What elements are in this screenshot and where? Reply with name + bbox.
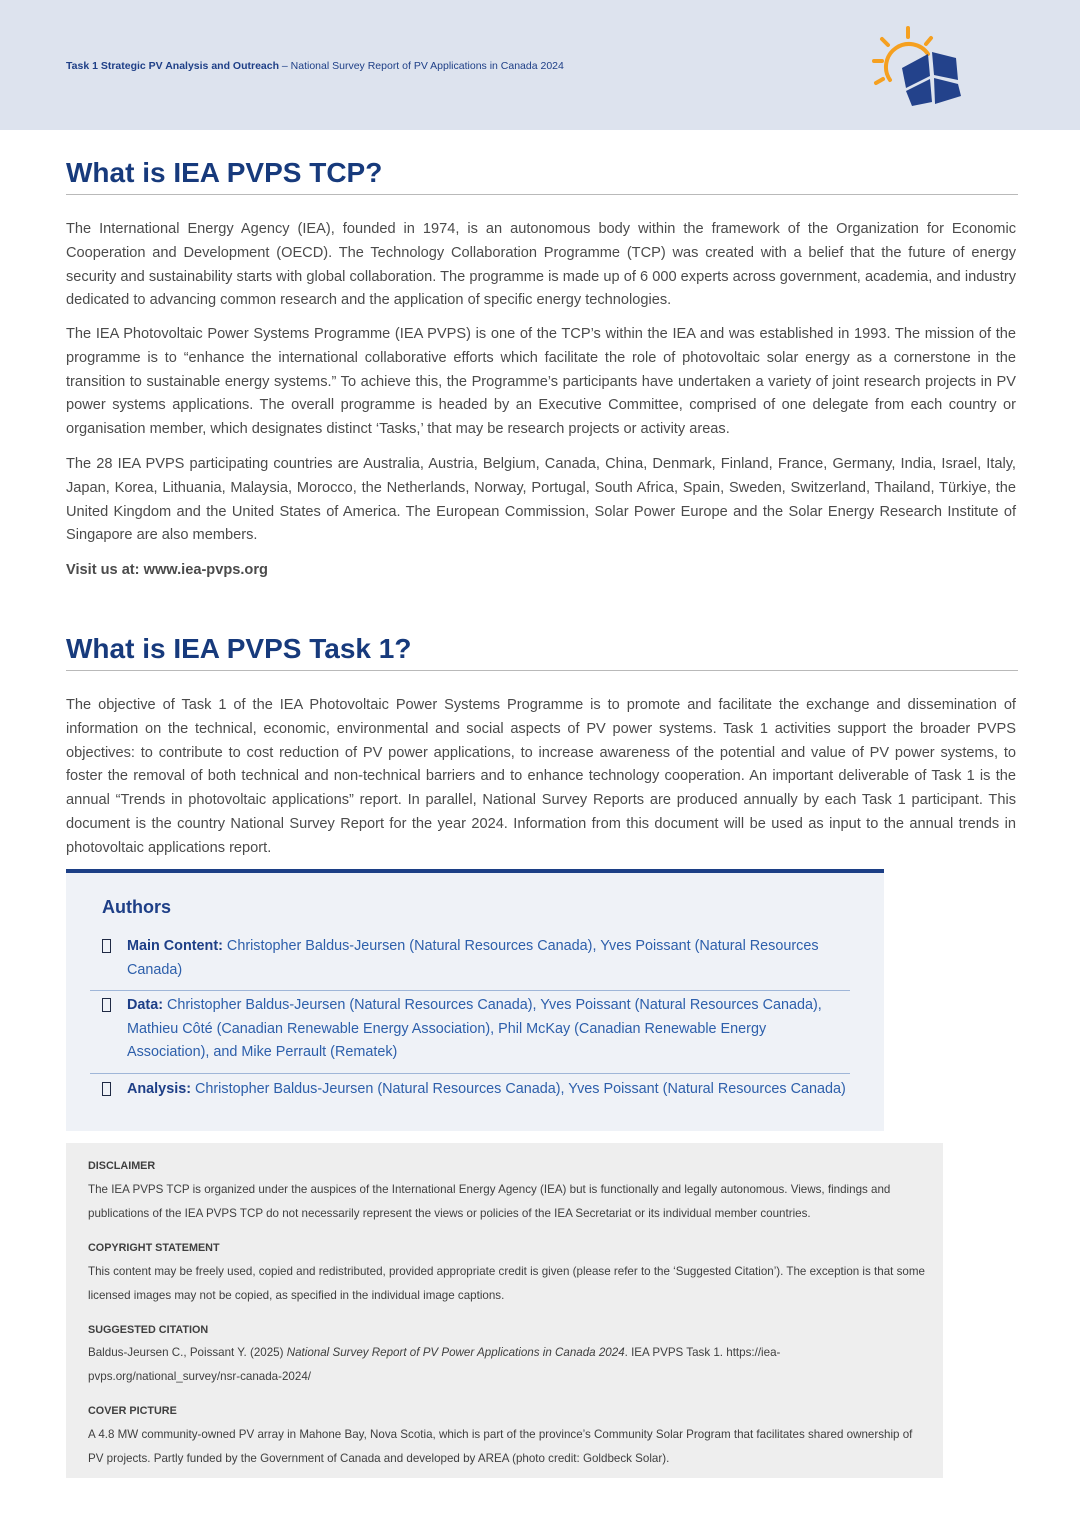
copyright-text: This content may be freely used, copied and redistributed, provided appropriate credit is given (please refer to the ‘Suggested Citation’). The exception is that some licensed images may not be copied, as specified in the individual image captions. (88, 1265, 925, 1302)
visit-link[interactable]: Visit us at: www.iea-pvps.org (66, 562, 268, 578)
paragraph-iea-intro: The International Energy Agency (IEA), founded in 1974, is an autonomous body within the framework of the Organization for Economic Cooperation and Development (OECD). The Technology Collaboration Programme (TCP) was created with a belief that the future of energy security and sustainability starts with global collaboration. The programme is made up of 6 000 experts across government, academia, and industry dedicated to advancing common research and the application of specific energy technologies. (66, 221, 1016, 309)
citation-authors: Baldus-Jeursen C., Poissant Y. (2025) (88, 1346, 287, 1359)
section-divider (66, 670, 1018, 671)
author-divider (90, 1073, 850, 1074)
citation-source: . IEA PVPS Task 1. https://iea-pvps.org/national_survey/nsr-canada-2024/ (88, 1346, 781, 1383)
author-item-text: Christopher Baldus-Jeursen (Natural Resources Canada), Yves Poissant (Natural Resources Canada) (127, 938, 819, 978)
disclaimer-heading: DISCLAIMER (88, 1160, 156, 1172)
paragraph-task1-objective: The objective of Task 1 of the IEA Photovoltaic Power Systems Programme is to promote and facilitate the exchange and dissemination of information on the technical, economic, environmental and social aspects of PV power systems. Task 1 activities support the broader PVPS objectives: to contribute to cost reduction of PV power applications, to increase awareness of the potential and value of PV power systems, to foster the removal of both technical and non-technical barriers and to enhance technology cooperation. An important deliverable of Task 1 is the annual “Trends in photovoltaic applications” report. In parallel, National Survey Reports are produced annually by each Task 1 participant. This document is the country National Survey Report for the year 2024. Information from this document will be used as input to the annual trends in photovoltaic applications report. (66, 697, 1016, 856)
citation-title: National Survey Report of PV Power Applications in Canada 2024 (286, 1346, 625, 1359)
citation-text (88, 1341, 930, 1388)
bullet-icon (102, 939, 111, 953)
header-band (0, 0, 1080, 130)
authors-box (66, 869, 884, 1131)
paragraph-participating-countries: The 28 IEA PVPS participating countries are Australia, Austria, Belgium, Canada, China, Denmark, Finland, France, Germany, India, Israel, Italy, Japan, Korea, Lithuania, Malaysia, Morocco, the Netherlands, Norway, Portugal, South Africa, Spain, Sweden, Switzerland, Thailand, Türkiye, the United Kingdom and the United States of America. The European Commission, Solar Power Europe and the Solar Energy Research Institute of Singapore are also members. (66, 456, 1016, 544)
section-title-task1: What is IEA PVPS Task 1? (66, 633, 412, 664)
bullet-icon (102, 1082, 111, 1096)
author-item-label: Analysis: (127, 1081, 191, 1097)
authors-title: Authors (102, 897, 171, 917)
author-item-text: Christopher Baldus-Jeursen (Natural Resources Canada), Yves Poissant (Natural Resources Canada), Mathieu Côté (Canadian Renewable Energy Association), Phil McKay (Canadian Renewable Energy Association), and Mike Perrault (Rematek) (127, 997, 822, 1060)
cover-picture-text: A 4.8 MW community-owned PV array in Mahone Bay, Nova Scotia, which is part of the province’s Community Solar Program that facilitates shared ownership of PV projects. Partly funded by the Government of Canada and developed by AREA (photo credit: Goldbeck Solar). (88, 1428, 913, 1465)
disclaimer-text: The IEA PVPS TCP is organized under the auspices of the International Energy Agency (IEA) but is functionally and legally autonomous. Views, findings and publications of the IEA PVPS TCP do not necessarily represent the views or policies of the IEA Secretariat or its individual member countries. (88, 1183, 891, 1220)
author-item-label: Data: (127, 997, 163, 1013)
citation-heading: SUGGESTED CITATION (88, 1324, 209, 1336)
author-item-label: Main Content: (127, 938, 223, 954)
cover-picture-heading: COVER PICTURE (88, 1405, 177, 1417)
copyright-heading: COPYRIGHT STATEMENT (88, 1242, 220, 1254)
header-task-label: Task 1 Strategic PV Analysis and Outreach (66, 60, 279, 72)
disclaimer-box (66, 1143, 943, 1478)
sun-and-solar-panel-icon (868, 24, 968, 112)
author-divider (90, 990, 850, 991)
paragraph-pvps-mission: The IEA Photovoltaic Power Systems Programme (IEA PVPS) is one of the TCP’s within the IEA and was established in 1993. The mission of the programme is to “enhance the international collaborative efforts which facilitate the role of photovoltaic solar energy as a cornerstone in the transition to sustainable energy systems.” To achieve this, the Programme’s participants have undertaken a variety of joint research projects in PV power systems applications. The overall programme is headed by an Executive Committee, comprised of one delegate from each country or organisation member, which designates distinct ‘Tasks,’ that may be research projects or activity areas. (66, 326, 1016, 438)
bullet-icon (102, 998, 111, 1012)
section-divider (66, 194, 1018, 195)
header-subtitle: – National Survey Report of PV Applications in Canada 2024 (279, 60, 564, 72)
running-header (66, 60, 564, 72)
author-item-text: Christopher Baldus-Jeursen (Natural Resources Canada), Yves Poissant (Natural Resources Canada) (191, 1081, 846, 1097)
section-title-tcp: What is IEA PVPS TCP? (66, 157, 383, 188)
